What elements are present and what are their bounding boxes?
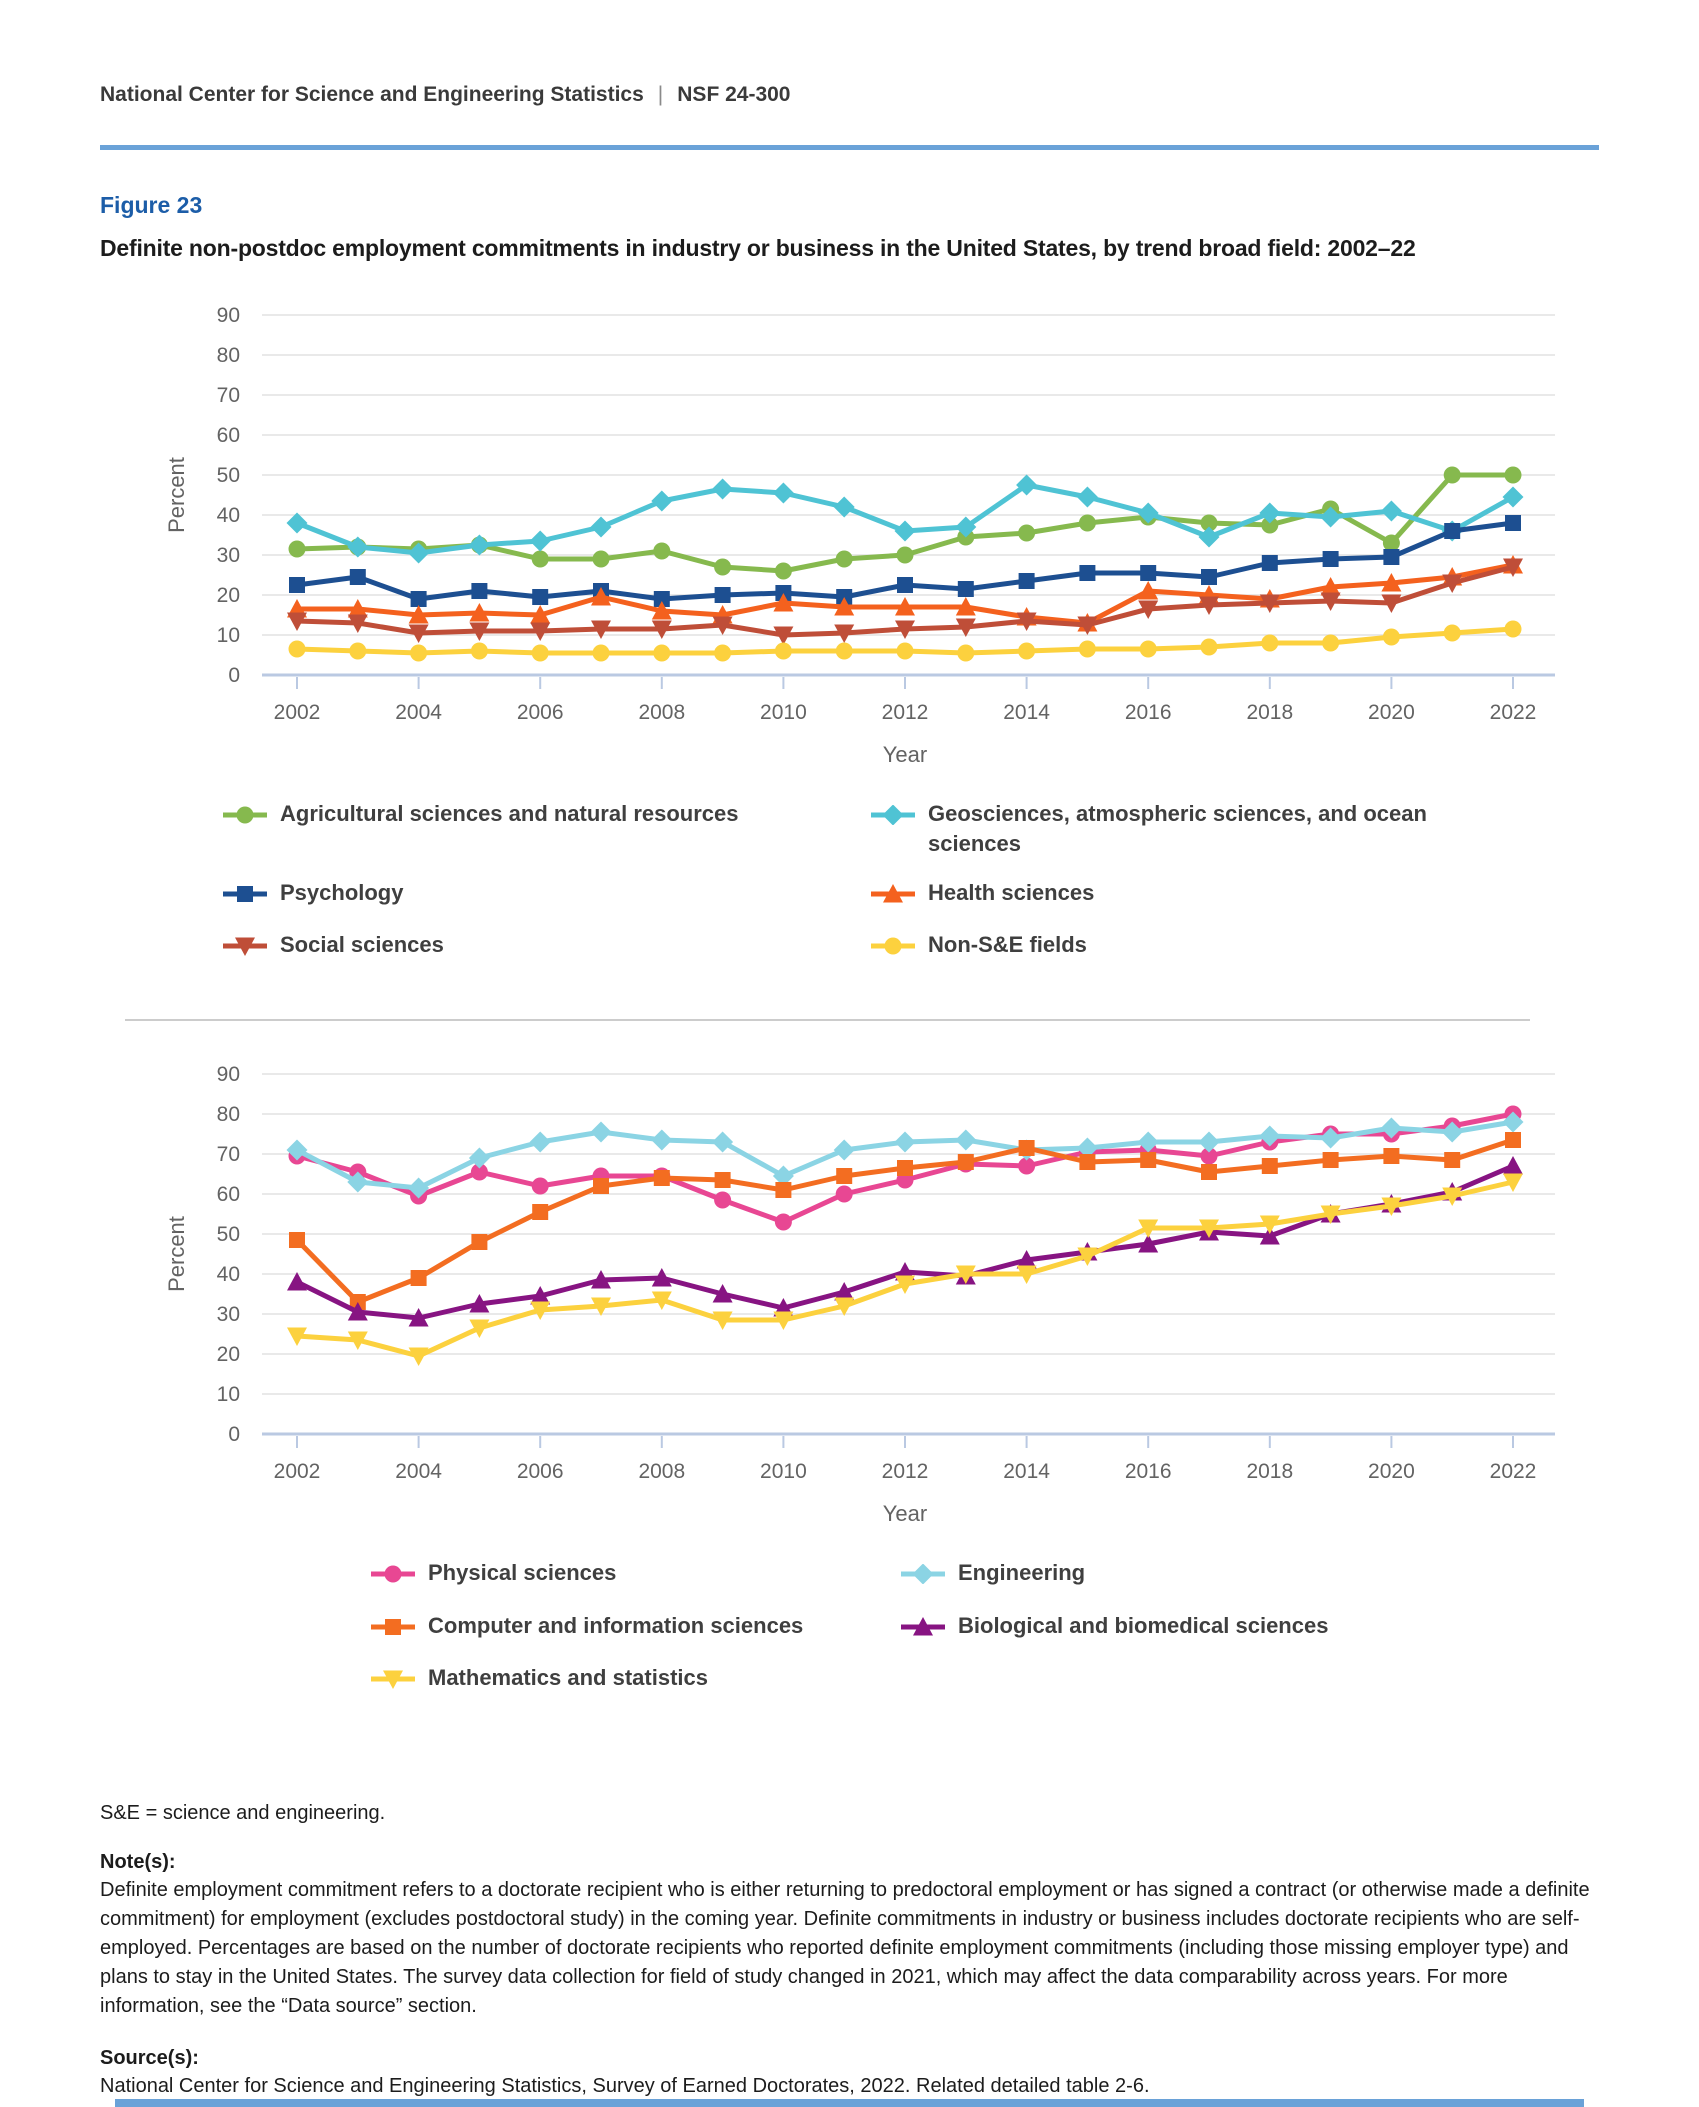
svg-text:2016: 2016 <box>1124 1460 1172 1484</box>
svg-text:2002: 2002 <box>273 701 321 724</box>
y-axis-title: Percent <box>164 1216 189 1293</box>
legend-label: Psychology <box>280 879 404 905</box>
x-axis-tick-labels <box>274 1436 1537 1483</box>
svg-text:2004: 2004 <box>395 1460 442 1484</box>
legend-label: Physical sciences <box>428 1560 617 1586</box>
chart-legend-bottom <box>370 1558 1599 1697</box>
svg-text:2014: 2014 <box>1003 1460 1050 1484</box>
svg-text:80: 80 <box>216 1103 240 1127</box>
svg-text:2006: 2006 <box>516 1460 564 1484</box>
figure-label: Figure 23 <box>100 192 203 218</box>
legend-label: Engineering <box>958 1560 1086 1586</box>
svg-text:90: 90 <box>216 304 240 327</box>
svg-text:50: 50 <box>216 464 240 487</box>
svg-text:80: 80 <box>216 344 240 367</box>
line-chart-bottom <box>80 1051 1600 1546</box>
legend-item-geosciences-atmospheric-sciences-and-ocean-sciences <box>870 799 1490 860</box>
legend-label: Geosciences, atmospheric sciences, and ocean sciences <box>928 801 1427 857</box>
triangle-down-legend-marker-icon <box>370 1667 416 1697</box>
y-axis-tick-labels <box>217 1063 240 1446</box>
svg-text:90: 90 <box>216 1063 240 1087</box>
square-legend-marker-icon <box>370 1615 416 1645</box>
triangle-up-legend-marker-icon <box>870 882 916 912</box>
circle-legend-marker-icon <box>370 1562 416 1592</box>
x-axis-title: Year <box>882 742 928 767</box>
y-axis-tick-labels <box>217 304 240 687</box>
page-header <box>100 0 1599 107</box>
legend-item-engineering <box>900 1558 1500 1592</box>
header-separator: | <box>657 83 664 106</box>
svg-text:10: 10 <box>216 1383 240 1407</box>
svg-text:40: 40 <box>216 504 240 527</box>
svg-text:2014: 2014 <box>1003 701 1050 724</box>
svg-text:2010: 2010 <box>760 701 807 724</box>
svg-text:2006: 2006 <box>516 701 564 724</box>
svg-text:2016: 2016 <box>1124 701 1172 724</box>
svg-text:60: 60 <box>216 1183 240 1207</box>
svg-text:30: 30 <box>216 1303 240 1327</box>
svg-text:2018: 2018 <box>1246 1460 1294 1484</box>
diamond-legend-marker-icon <box>870 803 916 833</box>
notes-text: Definite employment commitment refers to a doctorate recipient who is either returning to predoctoral employment or has signed a contract (or otherwise made a definite commitment) for employment (excludes postdoctoral study) in the coming year. Definite commitments in industry or business includes doctorate recipients who are self-employed. Percentages are based on the number of doctorate recipients who reported definite employment commitments (including those missing employer type) and plans to stay in the United States. The survey data collection for field of study changed in 2021, which may affect the data comparability across years. For more information, see the “Data source” section. <box>100 1878 1590 2017</box>
svg-text:60: 60 <box>216 424 240 447</box>
legend-item-psychology <box>222 878 870 912</box>
legend-item-biological-and-biomedical-sciences <box>900 1611 1500 1645</box>
chart-legend-top <box>222 799 1599 964</box>
svg-text:70: 70 <box>216 384 240 407</box>
section-divider <box>125 1019 1530 1021</box>
svg-text:2012: 2012 <box>881 701 929 724</box>
svg-text:2002: 2002 <box>273 1460 321 1484</box>
gridlines <box>262 1074 1555 1394</box>
top-accent-rule <box>100 145 1599 150</box>
legend-label: Biological and biomedical sciences <box>958 1612 1329 1638</box>
svg-text:2018: 2018 <box>1246 701 1294 724</box>
legend-item-computer-and-information-sciences <box>370 1611 900 1645</box>
legend-item-social-sciences <box>222 930 870 964</box>
legend-label: Mathematics and statistics <box>428 1665 708 1691</box>
notes-label: Note(s): <box>100 1850 176 1873</box>
footer-accent-bar <box>115 2099 1584 2107</box>
svg-text:2010: 2010 <box>760 1460 807 1484</box>
svg-text:0: 0 <box>228 664 240 687</box>
legend-item-agricultural-sciences-and-natural-resources <box>222 799 870 833</box>
line-chart-top <box>80 292 1600 787</box>
diamond-legend-marker-icon <box>900 1562 946 1592</box>
legend-label: Social sciences <box>280 932 444 958</box>
sources-label: Source(s): <box>100 2046 199 2069</box>
figure-title: Definite non-postdoc employment commitments in industry or business in the United States, by trend broad field: 2002–22 <box>100 235 1416 261</box>
svg-text:2020: 2020 <box>1368 1460 1415 1484</box>
svg-text:2004: 2004 <box>395 701 442 724</box>
svg-text:2020: 2020 <box>1368 701 1415 724</box>
svg-text:2022: 2022 <box>1489 1460 1537 1484</box>
svg-text:70: 70 <box>216 1143 240 1167</box>
circle-legend-marker-icon <box>222 803 268 833</box>
abbreviation-note: S&E = science and engineering. <box>100 1801 386 1824</box>
legend-item-non-s-e-fields <box>870 930 1490 964</box>
legend-label: Non-S&E fields <box>928 932 1087 958</box>
legend-item-physical-sciences <box>370 1558 900 1592</box>
legend-item-health-sciences <box>870 878 1490 912</box>
svg-text:10: 10 <box>216 624 240 647</box>
triangle-down-legend-marker-icon <box>222 934 268 964</box>
header-report-id: NSF 24-300 <box>677 83 791 106</box>
circle-legend-marker-icon <box>870 934 916 964</box>
svg-text:30: 30 <box>216 544 240 567</box>
svg-text:2008: 2008 <box>638 701 686 724</box>
svg-text:20: 20 <box>216 584 240 607</box>
svg-text:50: 50 <box>216 1223 240 1247</box>
legend-item-mathematics-and-statistics <box>370 1663 900 1697</box>
svg-text:20: 20 <box>216 1343 240 1367</box>
square-legend-marker-icon <box>222 882 268 912</box>
svg-text:2008: 2008 <box>638 1460 686 1484</box>
header-org: National Center for Science and Engineering Statistics <box>100 83 644 106</box>
sources-text: National Center for Science and Engineering Statistics, Survey of Earned Doctorates, 2022. Related detailed table 2-6. <box>100 2074 1150 2097</box>
legend-label: Health sciences <box>928 879 1095 905</box>
legend-label: Computer and information sciences <box>428 1612 804 1638</box>
triangle-up-legend-marker-icon <box>900 1615 946 1645</box>
x-axis-title: Year <box>882 1501 928 1527</box>
legend-label: Agricultural sciences and natural resources <box>280 801 739 826</box>
svg-text:0: 0 <box>228 1423 240 1447</box>
svg-text:40: 40 <box>216 1263 240 1287</box>
x-axis-tick-labels <box>274 677 1537 724</box>
svg-text:2022: 2022 <box>1489 701 1537 724</box>
svg-text:2012: 2012 <box>881 1460 929 1484</box>
y-axis-title: Percent <box>164 457 189 533</box>
